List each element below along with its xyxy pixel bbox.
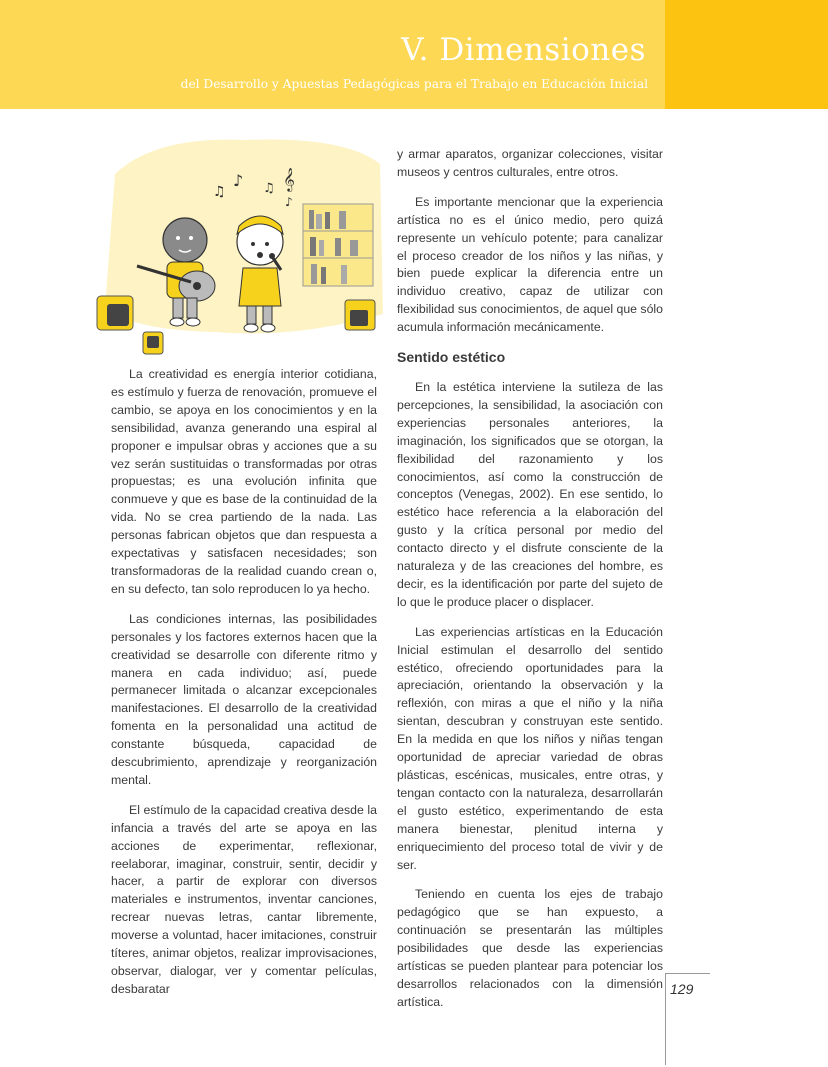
speaker-icon: [97, 296, 133, 330]
section-heading: Sentido estético: [397, 349, 506, 366]
right-column: [397, 146, 663, 1024]
header-corner-block: [665, 0, 828, 109]
svg-text:♫: ♫: [263, 181, 275, 196]
chapter-title: V. Dimensiones: [401, 32, 646, 68]
chapter-subtitle: del Desarrollo y Apuestas Pedagógicas para el Trabajo en Educación Inicial: [180, 77, 648, 91]
paragraph: Las condiciones internas, las posibilidades personales y los factores externos hacen que la creatividad se desarrolle con diferente ritmo y manera en cada individuo; así, puede permanecer limitada o alcanzar excepcionales manifestaciones. El desarrollo de la creatividad fomenta en la personalidad una actitud de constante búsqueda, capacidad de descubrimiento, aprendizaje y reorganización mental.: [111, 611, 377, 787]
children-music-illustration: [95, 134, 385, 356]
paragraph: La creatividad es energía interior cotidiana, es estímulo y fuerza de renovación, promueve el cambio, se apoya en los conocimientos y en la sensibilidad, avanza generando una espiral al proponer e impulsar obras y acciones que a su vez serán sustituidas o transformadas por otras propuestas; es una evolución infinita que conmueve y que es base de la continuidad de la vida. No se crea partiendo de la nada. Las personas fabrican objetos que dan respuesta a expectativas y satisfacen necesidades; son transformadoras de la realidad cuando crean o, en su defecto, tan solo reproducen lo ya hecho.: [111, 367, 377, 596]
left-column: [111, 366, 377, 1011]
paragraph: El estímulo de la capacidad creativa desde la infancia a través del arte se apoya en las acciones de experimentar, reflexionar, reelaborar, imaginar, construir, sentir, decidir y hacer, a partir de explorar con diversos materiales e instrumentos, inventar canciones, recrear nuevas letras, cantar libremente, moverse a voluntad, hacer imitaciones, construir títeres, animar objetos, realizar improvisaciones, observar, dialogar, ver y comentar películas, desbaratar: [111, 802, 377, 996]
svg-text:♪: ♪: [285, 195, 293, 209]
speaker-icon: [345, 300, 375, 330]
svg-text:♫: ♫: [213, 184, 226, 200]
bookshelf-icon: [303, 204, 373, 286]
svg-text:𝄞: 𝄞: [283, 167, 295, 191]
page-number: 129: [670, 981, 694, 997]
footer-rule-horizontal: [665, 973, 710, 974]
paragraph-continuation: y armar aparatos, organizar colecciones, visitar museos y centros culturales, entre otros.: [397, 147, 663, 179]
paragraph: Teniendo en cuenta los ejes de trabajo pedagógico que se han expuesto, a continuación se presentarán las múltiples posibilidades que desde las experiencias artísticas se pueden plantear para potenciar los desarrollos relacionados con la dimensión artística.: [397, 887, 663, 1009]
footer-rule-vertical: [665, 973, 666, 1065]
svg-text:♪: ♪: [233, 171, 244, 190]
paragraph: En la estética interviene la sutileza de las percepciones, la sensibilidad, la asociación con experiencias personales anteriores, la imaginación, los significados que se otorgan, la flexibilidad del razonamiento y los conocimientos, así como la construcción de conceptos (Venegas, 2002). En ese sentido, lo estético hace referencia a la elaboración del gusto y la crítica personal por medio del contacto directo y el disfrute consciente de la naturaleza y de las creaciones del hombre, es decir, es la identificación por parte del sujeto de lo que le produce placer o displacer.: [397, 379, 663, 609]
paragraph: Es importante mencionar que la experiencia artística no es el único medio, pero quizá represente un vehículo potente; para canalizar el proceso creador de los niños y las niñas, y bien puede explicar la diferencia entre un individuo creativo, capaz de utilizar con flexibilidad sus conocimientos, de aquel que sólo acumula información mecánicamente.: [397, 194, 663, 335]
paragraph: Las experiencias artísticas en la Educación Inicial estimulan el desarrollo del sentido estético, ofreciendo oportunidades para la apreciación, orientando la observación y la reflexión, con miras a que el niño y la niña sientan, descubran y construyan este sentido. En la medida en que los niños y niñas tengan oportunidad de apreciar variedad de obras plásticas, escénicas, musicales, entre otras, y tengan contacto con la naturaleza, desarrollarán el gusto estético, experimentando de esta manera bienestar, plenitud interna y enriquecimiento del proceso total de vivir y de ser.: [397, 624, 663, 872]
speaker-icon: [143, 332, 163, 354]
